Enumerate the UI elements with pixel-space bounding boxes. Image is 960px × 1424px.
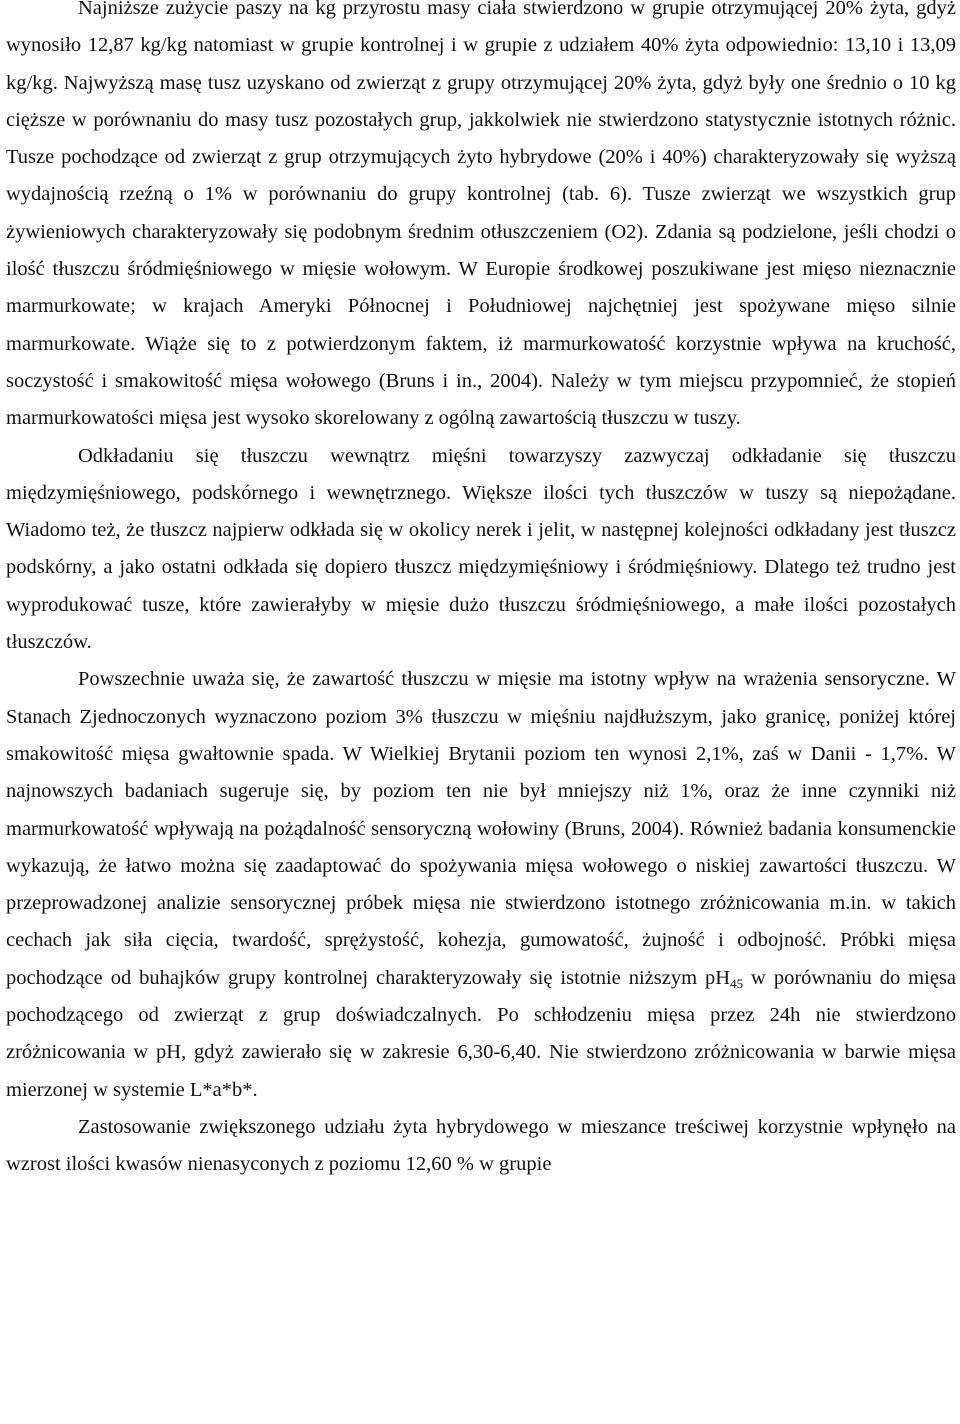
paragraph-sensory-fat <box>6 661 956 1109</box>
paragraph-fat-deposition: Odkładaniu się tłuszczu wewnątrz mięśni towarzyszy zazwyczaj odkładanie się tłuszczu międzymięśniowego, podskórnego i wewnętrznego. Większe ilości tych tłuszczów w tuszy są niepożądane. Wiadomo też, że tłuszcz najpierw odkłada się w okolicy nerek i jelit, w następnej kolejności odkładany jest tłuszcz podskórny, a jako ostatni odkłada się dopiero tłuszcz międzymięśniowy i śródmięśniowy. Dlatego też trudno jest wyprodukować tusze, które zawierałyby w mięsie dużo tłuszczu śródmięśniowego, a małe ilości pozostałych tłuszczów. <box>6 444 956 654</box>
paragraph-sensory-text-part1: Powszechnie uważa się, że zawartość tłuszczu w mięsie ma istotny wpływ na wrażenia sensoryczne. W Stanach Zjednoczonych wyznaczono poziom 3% tłuszczu w mięśniu najdłuższym, jako granicę, poniżej której smakowitość mięsa gwałtownie spada. W Wielkiej Brytanii poziom ten wynosi 2,1%, zaś w Danii - 1,7%. W najnowszych badaniach sugeruje się, by poziom ten nie był mniejszy niż 1%, oraz że inne czynniki niż marmurkowatość wpływają na pożądalność sensoryczną wołowiny (Bruns, 2004). Również badania konsumenckie wykazują, że łatwo można się zaadaptować do spożywania mięsa wołowego o niskiej zawartości tłuszczu. W przeprowadzonej analizie sensorycznej próbek mięsa nie stwierdzono istotnego zróżnicowania m.in. w takich cechach jak siła cięcia, twardość, sprężystość, kohezja, gumowatość, żujność i odbojność. Próbki mięsa pochodzące od buhajków grupy kontrolnej charakteryzowały się istotnie niższym pH <box>6 668 956 989</box>
paragraph-sensory-text-part2: w porównaniu do mięsa pochodzącego od zwierząt z grup doświadczalnych. Po schłodzeniu mięsa przez 24h nie stwierdzono zróżnicowania w pH, gdyż zawierało się w zakresie 6,30-6,40. Nie stwierdzono zróżnicowania w barwie mięsa mierzonej w systemie L*a*b*. <box>6 966 956 1101</box>
paragraph-rye-fatty-acids: Zastosowanie zwiększonego udziału żyta hybrydowego w mieszance treściwej korzystnie wpłynęło na wzrost ilości kwasów nienasyconych z poziomu 12,60 % w grupie <box>6 1115 956 1176</box>
paragraph-feed-conversion: Najniższe zużycie paszy na kg przyrostu masy ciała stwierdzono w grupie otrzymującej 20% żyta, gdyż wynosiło 12,87 kg/kg natomiast w grupie kontrolnej i w grupie z udziałem 40% żyta odpowiednio: 13,10 i 13,09 kg/kg. Najwyższą masę tusz uzyskano od zwierząt z grupy otrzymującej 20% żyta, gdyż były one średnio o 10 kg cięższe w porównaniu do masy tusz pozostałych grup, jakkolwiek nie stwierdzono statystycznie istotnych różnic. Tusze pochodzące od zwierząt z grup otrzymujących żyto hybrydowe (20% i 40%) charakteryzowały się wyższą wydajnością rzeźną o 1% w porównaniu do grupy kontrolnej (tab. 6). Tusze zwierząt we wszystkich grup żywieniowych charakteryzowały się podobnym średnim otłuszczeniem (O2). Zdania są podzielone, jeśli chodzi o ilość tłuszczu śródmięśniowego w mięsie wołowym. W Europie środkowej poszukiwane jest mięso nieznacznie marmurkowate; w krajach Ameryki Północnej i Południowej najchętniej jest spożywane mięso silnie marmurkowate. Wiąże się to z potwierdzonym faktem, iż marmurkowatość korzystnie wpływa na kruchość, soczystość i smakowitość mięsa wołowego (Bruns i in., 2004). Należy w tym miejscu przypomnieć, że stopień marmurkowatości mięsa jest wysoko skorelowany z ogólną zawartością tłuszczu w tuszy. <box>6 0 956 430</box>
document-page <box>6 0 956 1184</box>
ph-subscript: 45 <box>730 975 744 991</box>
